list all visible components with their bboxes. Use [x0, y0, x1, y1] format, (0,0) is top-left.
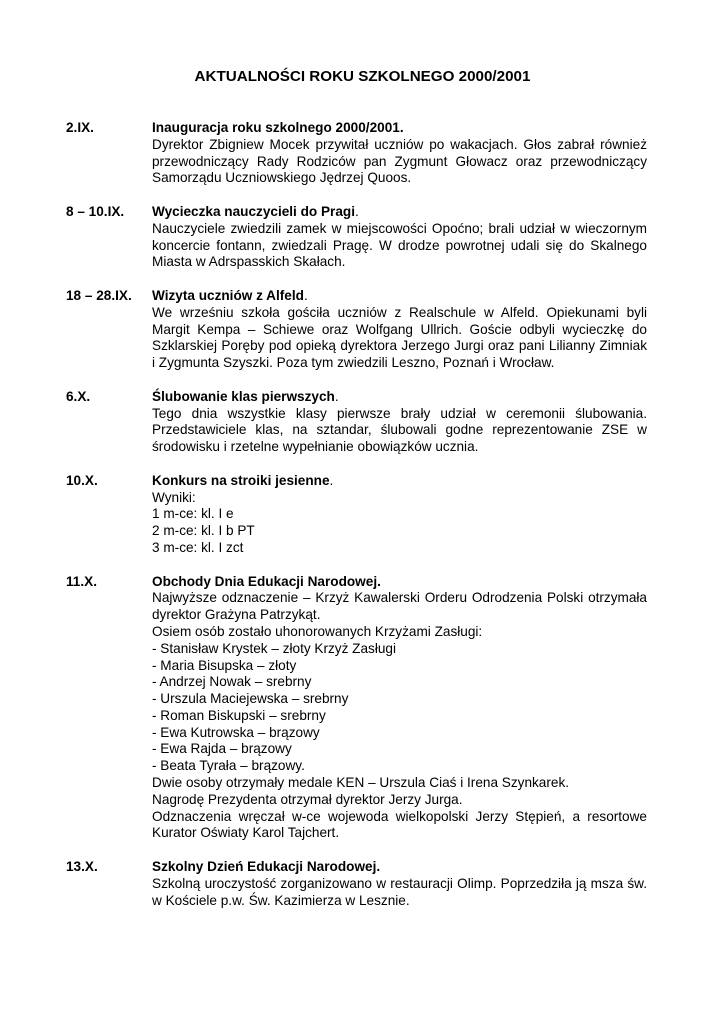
entry-heading: [152, 288, 647, 305]
entry-body: [152, 204, 647, 271]
entry-wycieczka-praga: [66, 204, 647, 271]
entry-konkurs-stroiki: [66, 473, 647, 557]
result-line: 1 m-ce: kl. I e: [152, 506, 234, 522]
entry-date: 13.X.: [66, 859, 98, 875]
entry-inauguracja: [66, 120, 647, 187]
entry-heading: [152, 389, 647, 406]
entry-title-dot: .: [329, 472, 334, 488]
entry-date: 8 – 10.IX.: [66, 203, 125, 219]
entry-wizyta-alfeld: [66, 288, 647, 372]
entry-szkolny-dzien: [66, 859, 647, 909]
entry-title: Konkurs na stroiki jesienne: [152, 472, 330, 488]
entry-heading: [152, 120, 647, 137]
entry-text: Dyrektor Zbigniew Mocek przywitał uczniów po wakacjach. Głos zabrał również przewodniczący Rady Rodziców pan Zygmunt Głowacz oraz przewodniczący Samorządu Uczniowskiego Jędrzej Quoos.: [152, 136, 647, 186]
results-label: Wyniki:: [152, 489, 196, 505]
entry-heading: [152, 473, 647, 490]
result-line: 3 m-ce: kl. I zct: [152, 539, 244, 555]
entry-heading: [152, 859, 647, 876]
entry-title: Inauguracja roku szkolnego 2000/2001.: [152, 120, 404, 135]
award-line: - Roman Biskupski – srebrny: [152, 707, 326, 723]
entries-list: [66, 120, 647, 926]
entry-text: Szkolną uroczystość zorganizowano w restauracji Olimp. Poprzedziła ją msza św. w Kościele p.w. Św. Kazimierza w Lesznie.: [152, 875, 647, 908]
entry-title: Wycieczka nauczycieli do Pragi: [152, 203, 355, 219]
entry-heading: [152, 574, 647, 591]
award-line: Dwie osoby otrzymały medale KEN – Urszula Ciaś i Irena Szynkarek.: [152, 775, 570, 791]
entry-title: Obchody Dnia Edukacji Narodowej.: [152, 573, 381, 589]
entry-title-dot: .: [334, 388, 339, 404]
entry-text-after: Odznaczenia wręczał w-ce wojewoda wielkopolski Jerzy Stępień, a resortowe Kurator Oświaty Karol Tajchert.: [152, 808, 647, 841]
award-line: - Maria Bisupska – złoty: [152, 657, 297, 673]
award-line: - Ewa Kutrowska – brązowy: [152, 724, 320, 740]
award-line: - Urszula Maciejewska – srebrny: [152, 691, 349, 707]
entry-title-dot: .: [303, 287, 308, 303]
award-line: - Stanisław Krystek – złoty Krzyż Zasługi: [152, 640, 397, 656]
entry-slubowanie: [66, 389, 647, 456]
entry-title-dot: .: [355, 203, 359, 219]
entry-text: Najwyższe odznaczenie – Krzyż Kawalerski Orderu Odrodzenia Polski otrzymała dyrektor Grażyna Patrzykąt.: [152, 590, 647, 623]
entry-body: [152, 389, 647, 456]
entry-date: 10.X.: [66, 472, 98, 488]
award-line: - Beata Tyrała – brązowy.: [152, 758, 305, 774]
entry-date: 18 – 28.IX.: [66, 287, 132, 303]
entry-body: [152, 859, 647, 909]
entry-body: [152, 574, 647, 843]
award-line: - Ewa Rajda – brązowy: [152, 741, 292, 757]
entry-body: [152, 120, 647, 187]
entry-date: 2.IX.: [66, 120, 94, 135]
entry-date: 11.X.: [66, 573, 97, 589]
entry-body: [152, 473, 647, 557]
result-line: 2 m-ce: kl. I b PT: [152, 523, 255, 539]
page-title: AKTUALNOŚCI ROKU SZKOLNEGO 2000/2001: [194, 68, 531, 85]
entry-title: Ślubowanie klas pierwszych: [152, 388, 335, 404]
entry-body: [152, 288, 647, 372]
entry-text: Tego dnia wszystkie klasy pierwsze brały udział w ceremonii ślubowania. Przedstawiciele klas, na sztandar, ślubowali godne reprezentowanie ZSE w środowisku i rzetelne wypełnianie obowiązków ucznia.: [152, 405, 647, 455]
award-line: - Andrzej Nowak – srebrny: [152, 674, 312, 690]
entry-title: Szkolny Dzień Edukacji Narodowej.: [152, 859, 381, 875]
entry-heading: [152, 204, 647, 221]
entry-title: Wizyta uczniów z Alfeld: [152, 287, 304, 303]
entry-date: 6.X.: [66, 388, 91, 404]
entry-text: Nauczyciele zwiedzili zamek w miejscowości Opoćno; brali udział w wieczornym koncercie fontann, zwiedzali Pragę. W drodze powrotnej udali się do Skalnego Miasta w Adrspasskich Skałach.: [152, 220, 647, 270]
entry-text: We wrześniu szkoła gościła uczniów z Realschule w Alfeld. Opiekunami byli Margit Kempa – Schiewe oraz Wolfgang Ullrich. Goście odbyli wycieczkę do Szklarskiej Poręby pod opieką dyrektora Jerzego Jurgi oraz pani Lilianny Zimniak i Zygmunta Szyszki. Poza tym zwiedzili Leszno, Poznań i Wrocław.: [152, 304, 647, 371]
award-intro: Osiem osób zostało uhonorowanych Krzyżami Zasługi:: [152, 623, 483, 639]
entry-obchody-den: [66, 574, 647, 843]
award-line: Nagrodę Prezydenta otrzymał dyrektor Jerzy Jurga.: [152, 791, 463, 807]
